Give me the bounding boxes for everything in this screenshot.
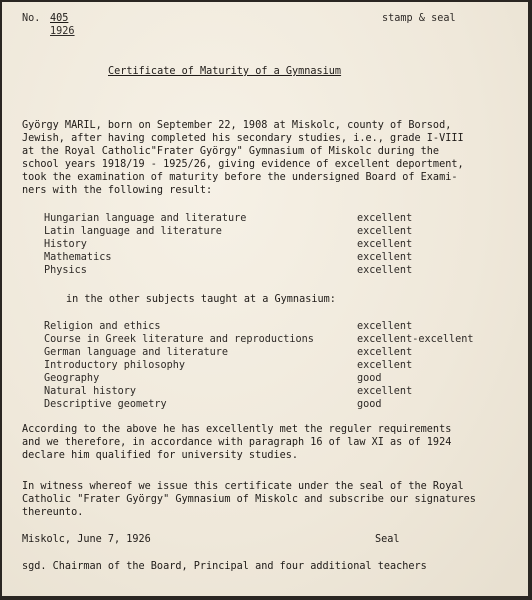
subject-grade: excellent-excellent [357, 334, 474, 345]
document-title: Certificate of Maturity of a Gymnasium [108, 66, 342, 77]
subject-grade: excellent [357, 226, 413, 237]
subject-name: Physics [44, 265, 87, 276]
subject-name: Natural history [44, 386, 137, 397]
intro-line: ners with the following result: [22, 185, 213, 196]
place-date: Miskolc, June 7, 1926 [22, 534, 151, 545]
intro-line: Jewish, after having completed his secondary studies, i.e., grade I-VIII [22, 133, 464, 144]
subject-name: Religion and ethics [44, 321, 161, 332]
number-value: 405 [50, 13, 69, 24]
subject-grade: excellent [357, 347, 413, 358]
subject-name: Latin language and literature [44, 226, 222, 237]
according-line: According to the above he has excellently met the reguler requirements [22, 424, 452, 435]
according-line: declare him qualified for university studies. [22, 450, 299, 461]
subject-grade: excellent [357, 386, 413, 397]
intro-line: György MARIL, born on September 22, 1908 at Miskolc, county of Borsod, [22, 120, 452, 131]
subject-grade: excellent [357, 239, 413, 250]
according-line: and we therefore, in accordance with paragraph 16 of law XI as of 1924 [22, 437, 452, 448]
witness-line: Catholic "Frater György" Gymnasium of Miskolc and subscribe our signatures [22, 494, 476, 505]
subject-name: Geography [44, 373, 100, 384]
witness-line: In witness whereof we issue this certificate under the seal of the Royal [22, 481, 464, 492]
intro-line: school years 1918/19 - 1925/26, giving evidence of excellent deportment, [22, 159, 464, 170]
subject-grade: excellent [357, 252, 413, 263]
number-label: No. [22, 13, 41, 24]
certificate-page [2, 2, 528, 596]
subject-name: History [44, 239, 87, 250]
subject-grade: good [357, 373, 382, 384]
other-subjects-heading: in the other subjects taught at a Gymnasium: [66, 294, 336, 305]
intro-line: took the examination of maturity before the undersigned Board of Exami- [22, 172, 458, 183]
subject-grade: good [357, 399, 382, 410]
seal-note: Seal [375, 534, 400, 545]
signature-line: sgd. Chairman of the Board, Principal and four additional teachers [22, 561, 427, 572]
subject-name: Descriptive geometry [44, 399, 167, 410]
witness-line: thereunto. [22, 507, 84, 518]
subject-grade: excellent [357, 265, 413, 276]
subject-grade: excellent [357, 360, 413, 371]
subject-name: Course in Greek literature and reproductions [44, 334, 314, 345]
subject-grade: excellent [357, 321, 413, 332]
subject-name: Introductory philosophy [44, 360, 186, 371]
subject-name: German language and literature [44, 347, 229, 358]
subject-name: Hungarian language and literature [44, 213, 247, 224]
stamp-note: stamp & seal [382, 13, 456, 24]
year: 1926 [50, 26, 75, 37]
intro-line: at the Royal Catholic"Frater György" Gymnasium of Miskolc during the [22, 146, 440, 157]
subject-grade: excellent [357, 213, 413, 224]
subject-name: Mathematics [44, 252, 112, 263]
